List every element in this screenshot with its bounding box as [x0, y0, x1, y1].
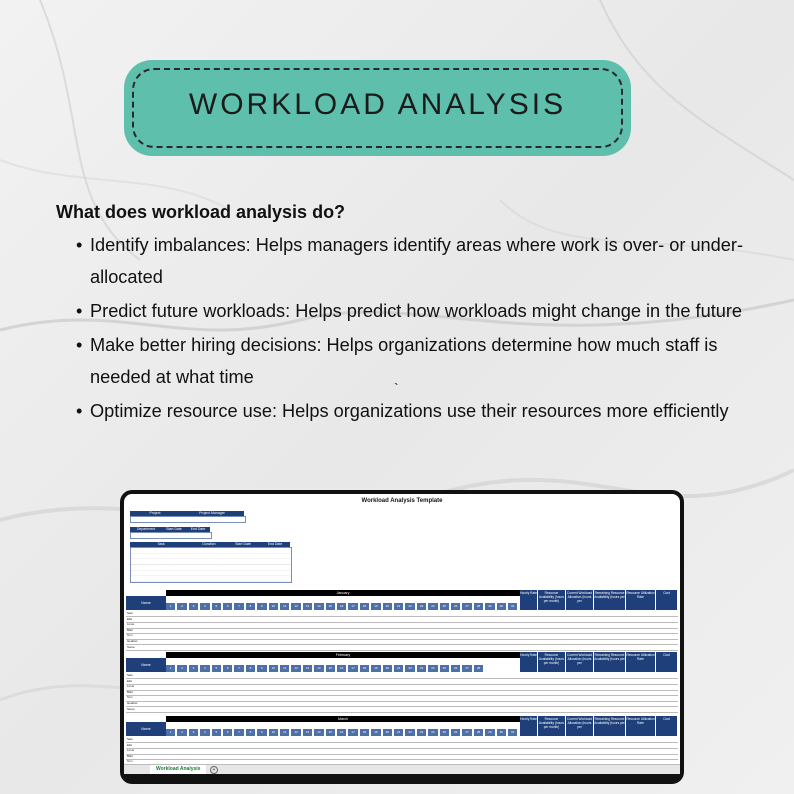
day-number: 16 [337, 603, 347, 610]
summary-col-header: Remaining Resource Availability (hours per [594, 590, 626, 610]
stray-mark: ` [394, 380, 399, 396]
task-start-label: Start Date [226, 542, 260, 547]
day-number: 17 [348, 729, 358, 736]
row-name: Sam [127, 737, 134, 741]
day-number: 1 [166, 729, 176, 736]
bullet-item: • Optimize resource use: Helps organizations use their resources more efficiently [76, 395, 744, 427]
bullet-item: • Predict future workloads: Helps predict how workloads might change in the future [76, 295, 744, 327]
day-number: 31 [508, 729, 518, 736]
row-name: Blair [127, 689, 134, 694]
day-number: 23 [417, 603, 427, 610]
day-number: 14 [314, 603, 324, 610]
day-number: 3 [189, 665, 199, 672]
day-number: 12 [291, 729, 301, 736]
day-number: 5 [212, 665, 222, 672]
project-label: Project [130, 511, 180, 516]
row-name: Heather [127, 639, 138, 643]
summary-col-header: Resource Utilization Rate [626, 590, 656, 610]
row-name: Steve [127, 644, 135, 649]
day-number: 27 [462, 665, 472, 672]
bullet-list [56, 229, 756, 427]
day-number: 18 [360, 665, 370, 672]
bullet-item: • Make better hiring decisions: Helps organizations determine how much staff is needed at what time [76, 329, 744, 393]
day-number: 20 [383, 665, 393, 672]
end-date-label: End Date [186, 527, 210, 532]
month-label: February [166, 652, 520, 658]
summary-col-header: Current Workload Allocation (hours per [566, 590, 594, 610]
day-number: 25 [440, 729, 450, 736]
day-number: 28 [474, 729, 484, 736]
day-number: 25 [440, 603, 450, 610]
day-number: 6 [223, 603, 233, 610]
day-number: 8 [246, 729, 256, 736]
description-section [56, 202, 756, 429]
project-manager-label: Project Manager [180, 511, 244, 516]
day-number: 16 [337, 729, 347, 736]
row-name: Sam [127, 611, 134, 615]
task-end-label: End Date [260, 542, 290, 547]
day-number: 22 [405, 665, 415, 672]
day-number: 21 [394, 729, 404, 736]
row-name: Blair [127, 627, 134, 632]
day-number: 9 [257, 729, 267, 736]
row-name: Tom [127, 759, 133, 764]
summary-col-header: Remaining Resource Availability (hours per [594, 716, 626, 736]
row-name: Tom [127, 695, 133, 700]
summary-col-header: Current Workload Allocation (hours per [566, 652, 594, 672]
day-number: 5 [212, 603, 222, 610]
summary-col-header: Remaining Resource Availability (hours per [594, 652, 626, 672]
day-number: 11 [280, 729, 290, 736]
day-number: 26 [451, 729, 461, 736]
summary-col-header: Cost [656, 590, 678, 610]
day-number: 20 [383, 603, 393, 610]
day-number: 11 [280, 665, 290, 672]
day-number: 15 [326, 665, 336, 672]
day-number: 1 [166, 665, 176, 672]
day-number: 16 [337, 665, 347, 672]
department-input[interactable] [130, 532, 212, 539]
day-number: 20 [383, 729, 393, 736]
day-number: 14 [314, 729, 324, 736]
tab-workload-analysis[interactable]: Workload Analysis [150, 765, 206, 774]
day-number: 19 [371, 729, 381, 736]
day-number: 17 [348, 665, 358, 672]
page-title: WORKLOAD ANALYSIS [188, 88, 567, 121]
summary-col-header: Hourly Rate [520, 716, 538, 736]
day-number: 11 [280, 603, 290, 610]
day-number: 30 [497, 729, 507, 736]
day-number: 13 [303, 729, 313, 736]
day-number: 2 [177, 729, 187, 736]
month-label: March [166, 716, 520, 722]
day-number: 15 [326, 729, 336, 736]
day-number: 28 [474, 665, 484, 672]
table-row[interactable] [126, 645, 678, 651]
day-number: 22 [405, 603, 415, 610]
table-row[interactable] [126, 707, 678, 713]
row-name: Steve [127, 706, 135, 711]
sheet-title: Workload Analysis Template [361, 498, 443, 504]
spreadsheet-screen [124, 494, 680, 774]
title-banner [124, 60, 631, 156]
day-number: 24 [428, 665, 438, 672]
summary-col-header: Cost [656, 652, 678, 672]
day-number: 3 [189, 603, 199, 610]
day-number: 22 [405, 729, 415, 736]
row-name: Heather [127, 701, 138, 705]
add-sheet-icon[interactable]: + [210, 766, 218, 774]
day-number: 13 [303, 603, 313, 610]
summary-col-header: Cost [656, 716, 678, 736]
laptop-mockup [120, 490, 684, 784]
day-number: 21 [394, 603, 404, 610]
day-number: 7 [234, 665, 244, 672]
day-number: 8 [246, 603, 256, 610]
task-table[interactable] [130, 547, 292, 583]
day-number: 29 [485, 729, 495, 736]
row-name: Sam [127, 673, 134, 677]
sheet-tab-bar [124, 764, 680, 774]
summary-col-header: Resource Availability (hours per month) [538, 590, 566, 610]
summary-col-header: Resource Availability (hours per month) [538, 716, 566, 736]
month-block [126, 590, 678, 649]
day-number: 10 [269, 665, 279, 672]
department-label: Department [130, 527, 162, 532]
row-name: Ella [127, 742, 133, 747]
day-number: 17 [348, 603, 358, 610]
day-number: 2 [177, 665, 187, 672]
day-number: 24 [428, 603, 438, 610]
day-number: 4 [200, 665, 210, 672]
day-number: 12 [291, 603, 301, 610]
day-number: 24 [428, 729, 438, 736]
day-number: 31 [508, 603, 518, 610]
month-block [126, 652, 678, 711]
day-number: 4 [200, 729, 210, 736]
day-number: 25 [440, 665, 450, 672]
start-date-label: Start Date [162, 527, 186, 532]
day-number: 26 [451, 603, 461, 610]
duration-label: Duration [192, 542, 226, 547]
day-number: 21 [394, 665, 404, 672]
row-name: Linus [127, 622, 135, 627]
day-number: 19 [371, 603, 381, 610]
day-number: 18 [360, 729, 370, 736]
day-number: 7 [234, 603, 244, 610]
row-name: Blair [127, 753, 134, 758]
day-number: 7 [234, 729, 244, 736]
summary-col-header: Resource Utilization Rate [626, 716, 656, 736]
bullet-item: • Identify imbalances: Helps managers identify areas where work is over- or under-allocated [76, 229, 744, 293]
summary-col-header: Hourly Rate [520, 590, 538, 610]
day-number: 9 [257, 603, 267, 610]
summary-col-header: Resource Availability (hours per month) [538, 652, 566, 672]
day-number: 18 [360, 603, 370, 610]
day-number: 6 [223, 665, 233, 672]
day-number: 5 [212, 729, 222, 736]
day-number: 13 [303, 665, 313, 672]
day-number: 1 [166, 603, 176, 610]
day-number: 10 [269, 729, 279, 736]
day-number: 6 [223, 729, 233, 736]
day-number: 26 [451, 665, 461, 672]
row-name: Ella [127, 678, 133, 683]
day-number: 23 [417, 665, 427, 672]
day-number: 27 [462, 603, 472, 610]
day-number: 15 [326, 603, 336, 610]
day-number: 19 [371, 665, 381, 672]
day-number: 27 [462, 729, 472, 736]
name-header: Name [126, 722, 166, 736]
day-number: 30 [497, 603, 507, 610]
day-number: 8 [246, 665, 256, 672]
row-name: Tom [127, 633, 133, 638]
day-number: 12 [291, 665, 301, 672]
day-number: 4 [200, 603, 210, 610]
day-number: 23 [417, 729, 427, 736]
task-label: Task [130, 542, 192, 547]
row-name: Linus [127, 684, 135, 689]
name-header: Name [126, 658, 166, 672]
project-input[interactable] [130, 516, 246, 523]
day-number: 3 [189, 729, 199, 736]
day-number: 2 [177, 603, 187, 610]
summary-col-header: Resource Utilization Rate [626, 652, 656, 672]
day-number: 28 [474, 603, 484, 610]
day-number: 10 [269, 603, 279, 610]
day-number: 14 [314, 665, 324, 672]
month-label: January [166, 590, 520, 596]
summary-col-header: Hourly Rate [520, 652, 538, 672]
day-number: 9 [257, 665, 267, 672]
row-name: Ella [127, 616, 133, 621]
name-header: Name [126, 596, 166, 610]
summary-col-header: Current Workload Allocation (hours per [566, 716, 594, 736]
row-name: Linus [127, 748, 135, 753]
section-heading: What does workload analysis do? [56, 202, 346, 222]
day-number: 29 [485, 603, 495, 610]
